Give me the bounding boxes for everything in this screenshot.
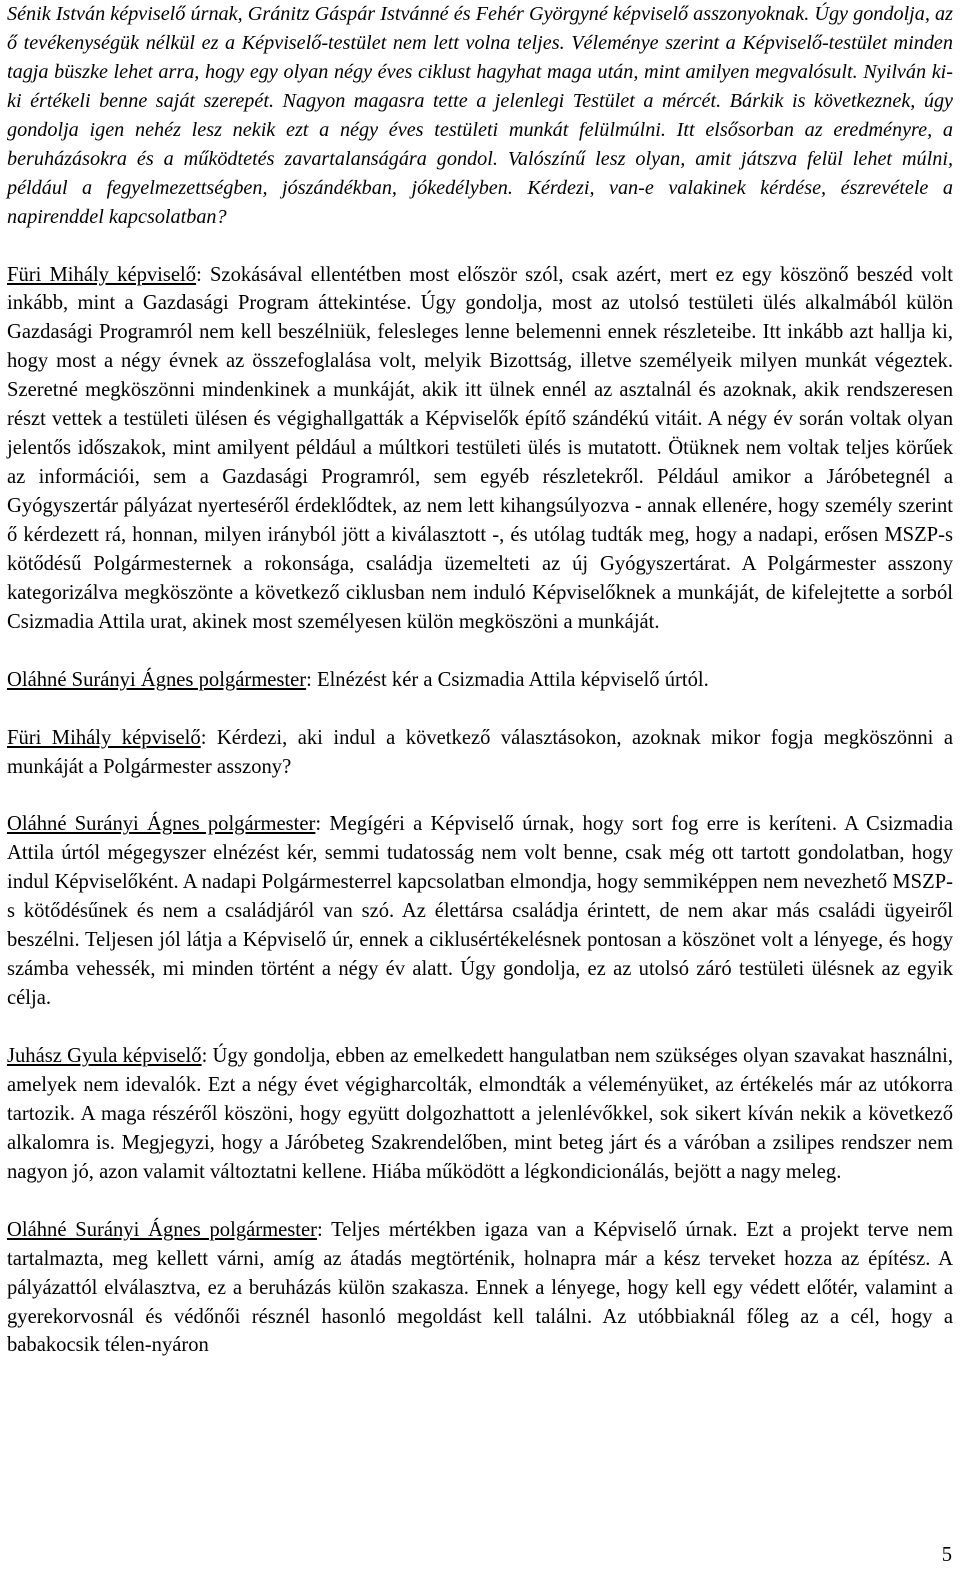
paragraph-gap bbox=[7, 1013, 953, 1042]
speaker-colon: : bbox=[200, 726, 207, 749]
paragraph-gap bbox=[7, 232, 953, 261]
paragraph-text: Sénik István képviselő úrnak, Gránitz Gáspár Istvánné és Fehér Györgyné képviselő asszonyoknak. Úgy gondolja, az ő tevékenységük nélkül ez a Képviselő-testület nem lett volna teljes. Véleménye szerint a Képviselő-testület minden tagja büszke lehet arra, hogy egy olyan négy éves ciklust hagyhat maga után, mint amilyen megvalósult. Nyilván ki-ki értékeli benne saját szerepét. Nagyon magasra tette a jelenlegi Testület a mércét. Bárkik is következnek, úgy gondolja igen nehéz lesz nekik ezt a négy éves testületi munkát felülmúlni. Itt elsősorban az eredményre, a beruházásokra és a működtetés zavartalanságára gondol. Valószínű lesz olyan, amit játszva felül lehet múlni, például a fegyelmezettségben, jószándékban, jókedélyben. Kérdezi, van-e valakinek kérdése, észrevétele a napirenddel kapcsolatban? bbox=[7, 3, 953, 228]
speaker-colon: : bbox=[201, 1045, 208, 1067]
speaker-name: Oláhné Surányi Ágnes polgármester bbox=[7, 668, 307, 691]
paragraph-juhasz bbox=[7, 1042, 953, 1187]
document-page bbox=[7, 0, 953, 1360]
paragraph-gap bbox=[7, 782, 953, 811]
paragraph-gap bbox=[7, 637, 953, 666]
speaker-name: Füri Mihály képviselő bbox=[7, 726, 201, 749]
speaker-colon: : bbox=[196, 263, 202, 286]
speaker-name: Juhász Gyula képviselő bbox=[7, 1045, 202, 1067]
speaker-name: Oláhné Surányi Ágnes polgármester bbox=[7, 1218, 318, 1241]
page-number: 5 bbox=[941, 1544, 952, 1566]
paragraph-text: Teljes mértékben igaza van a Képviselő úrnak. Ezt a projekt terve nem tartalmazta, meg kellett várni, amíg az átadás megtörténik, holnapra már a kész terveket hozza az építész. A pályázattól elválasztva, ez a beruházás külön szakasza. Ennek a lényege, hogy kell egy védett előtér, valamint a gyerekorvosnál és védőnői résznél hasonló megoldást kell találni. Az utóbbiaknál főleg az a cél, hogy a babakocsik télen-nyáron bbox=[7, 1218, 953, 1357]
paragraph-olahne-3 bbox=[7, 1216, 953, 1361]
paragraph-text: Úgy gondolja, ebben az emelkedett hangulatban nem szükséges olyan szavakat használni, amelyek nem idevalók. Ezt a négy évet végigharcolták, elmondták a véleményüket, az értékelés már az utókorra tartozik. A maga részéről köszöni, hogy együtt dolgozhattott a jelenlévőkkel, sok sikert kíván nekik a következő alkalomra is. Megjegyzi, hogy a Járóbeteg Szakrendelőben, mint beteg járt és a váróban a zsilipes rendszer nem nagyon jó, azon valamit változtatni kellene. Hiába működött a légkondicionálás, bejött a nagy meleg. bbox=[7, 1045, 953, 1183]
speaker-name: Füri Mihály képviselő bbox=[7, 263, 197, 286]
speaker-colon: : bbox=[317, 1218, 323, 1241]
paragraph-gap bbox=[7, 1187, 953, 1216]
paragraph-furi-1 bbox=[7, 261, 953, 637]
paragraph-gap bbox=[7, 695, 953, 724]
paragraph-furi-2 bbox=[7, 724, 953, 782]
paragraph-text: Megígéri a Képviselő úrnak, hogy sort fog erre is keríteni. A Csizmadia Attila úrtól mégegyszer elnézést kér, semmi tudatosság nem volt benne, csak még ott tartott gondolatban, hogy indul Képviselőként. A nadapi Polgármesterrel kapcsolatban elmondja, hogy semmiképpen nem nevezhető MSZP-s kötődésűnek és nem a családjáról van szó. Az élettársa családja érintett, de nem akar más családi ügyeiről beszélni. Teljesen jól látja a Képviselő úr, ennek a ciklusértékelésnek pontosan a köszönet volt a lényege, és hogy számba vehessék, mi minden történt a négy év alatt. Úgy gondolja, ez az utolsó záró testületi ülésnek az egyik célja. bbox=[7, 813, 953, 1010]
speaker-colon: : bbox=[315, 813, 322, 836]
paragraph-text: Elnézést kér a Csizmadia Attila képviselő úrtól. bbox=[311, 668, 709, 691]
paragraph-text: Kérdezi, aki indul a következő választásokon, azoknak mikor fogja megköszönni a munkáját a Polgármester asszony? bbox=[7, 726, 953, 778]
paragraph-mayor-continuation bbox=[7, 0, 953, 232]
paragraph-olahne-1 bbox=[7, 666, 953, 695]
paragraph-olahne-2 bbox=[7, 810, 953, 1013]
speaker-colon: : bbox=[306, 668, 312, 691]
speaker-name: Oláhné Surányi Ágnes polgármester bbox=[7, 813, 316, 836]
paragraph-text: Szokásával ellentétben most először szól, csak azért, mert ez egy köszönő beszéd volt inkább, mint a Gazdasági Program áttekintése. Úgy gondolja, most az utolsó testületi ülés alkalmából külön Gazdasági Programról nem kell beszélniük, felesleges lenne belemenni ennek részleteibe. Itt inkább azt hallja ki, hogy most a négy évnek az összefoglalása volt, melyik Bizottság, illetve személyeik milyen munkát végeztek. Szeretné megköszönni mindenkinek a munkáját, akik itt ülnek ennél az asztalnál és azoknak, akik rendszeresen részt vettek a testületi ülésen és végighallgatták a Képviselők építő szándékú vitáit. A négy év során voltak olyan jelentős időszakok, mint amilyent például a múltkori testületi ülés is mutatott. Ötüknek nem voltak teljes körűek az információi, sem a Gazdasági Programról, sem egyéb részletekről. Például amikor a Járóbetegnél a Gyógyszertár pályázat nyerteséről érdeklődtek, az nem lett kihangsúlyozva - annak ellenére, hogy személy szerint ő kérdezett rá, honnan, milyen irányból jött a kiválasztott -, és utólag tudták meg, hogy a nadapi, erősen MSZP-s kötődésű Polgármesternek a rokonsága, családja üzemelteti az új Gyógyszertárat. A Polgármester asszony kategorizálva megköszönte a következő ciklusban nem induló Képviselőknek a munkáját, de kifelejtette a sorból Csizmadia Attila urat, akinek most személyesen külön megköszöni a munkáját. bbox=[7, 263, 953, 633]
